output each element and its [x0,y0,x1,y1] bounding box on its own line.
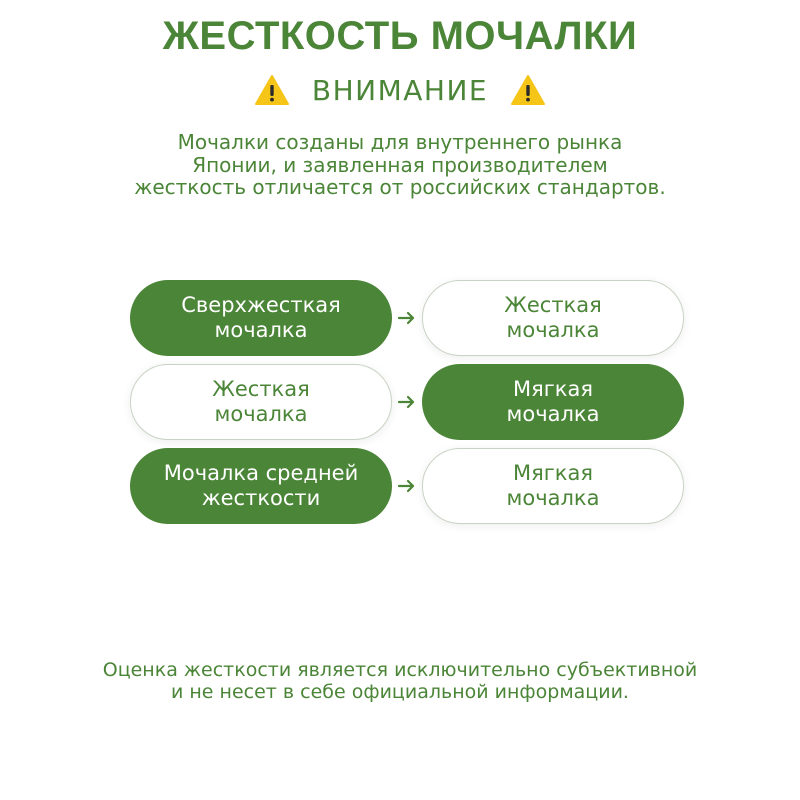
warning-icon [254,74,290,106]
comparison-row [130,364,686,440]
intro-line: Японии, и заявленная производителем [192,152,608,177]
japanese-hardness-pill [130,280,392,356]
intro-text [80,131,720,199]
intro-line: жесткость отличается от российских стандартов. [134,175,666,199]
japanese-hardness-pill [130,448,392,524]
pill-label: мочалка [506,402,600,426]
russian-hardness-pill [422,448,684,524]
page-title: ЖЕСТКОСТЬ МОЧАЛКИ [162,14,638,58]
russian-hardness-pill [422,280,684,356]
warning-label: ВНИМАНИЕ [311,73,489,107]
arrow-right-icon [397,392,417,412]
pill-label: Мягкая [513,377,593,401]
arrow-right-icon [397,308,417,328]
disclaimer-text [40,659,760,703]
warning-icon [510,74,546,106]
disclaimer-line: Оценка жесткости является исключительно субъективной [102,659,698,681]
arrow-right-icon [397,476,417,496]
comparison-row [130,280,686,356]
pill-label: мочалка [506,486,600,510]
disclaimer-line: и не несет в себе официальной информации. [171,681,629,703]
warning-banner [0,70,800,110]
japanese-hardness-pill [130,364,392,440]
comparison-row [130,448,686,524]
pill-label: Сверхжесткая [181,293,341,317]
pill-label: мочалка [214,318,308,342]
pill-label: жесткости [201,486,321,510]
intro-line: Мочалки созданы для внутреннего рынка [177,130,623,154]
russian-hardness-pill [422,364,684,440]
pill-label: мочалка [506,318,600,342]
pill-label: Мягкая [513,461,593,485]
pill-label: Жесткая [212,377,310,401]
pill-label: мочалка [214,402,308,426]
pill-label: Жесткая [504,293,602,317]
pill-label: Мочалка средней [163,461,359,485]
